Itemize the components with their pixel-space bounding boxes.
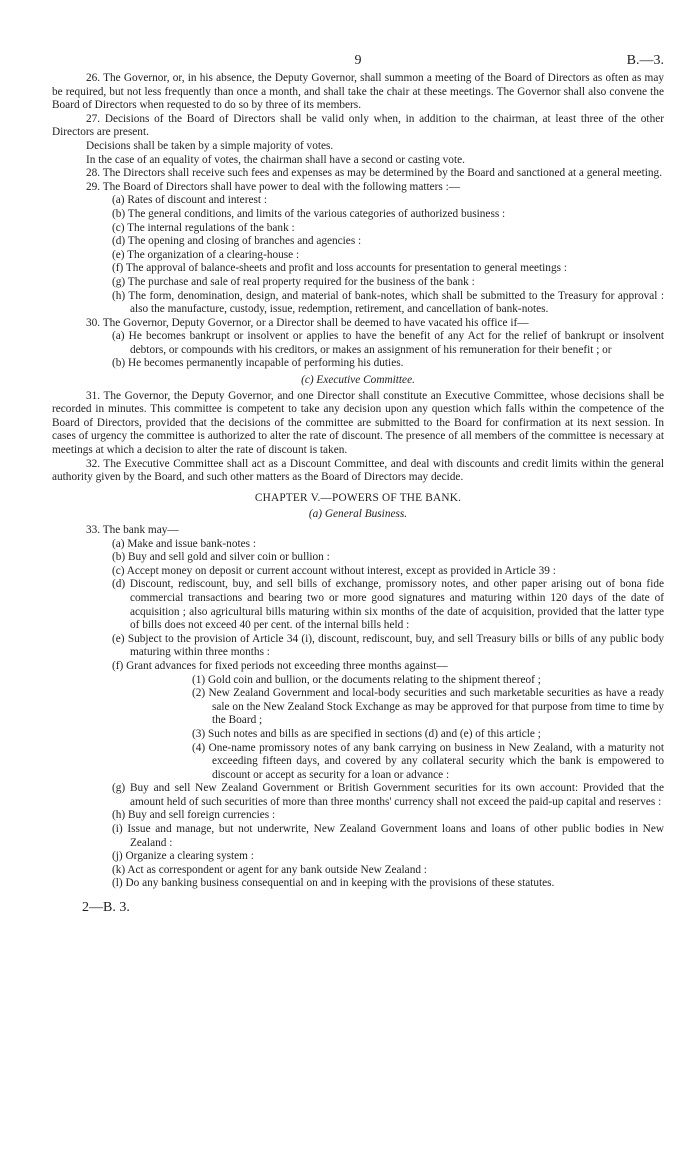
article-27: 27. Decisions of the Board of Directors shall be valid only when, in addition to the chairman, at least three of the other Directors are present.	[52, 112, 664, 139]
article-29-item: (a) Rates of discount and interest :	[112, 194, 267, 207]
article-33-item-h: (h) Buy and sell foreign currencies :	[112, 809, 276, 822]
page-number: 9	[354, 53, 362, 68]
article-28: 28. The Directors shall receive such fees and expenses as may be determined by the Board and sanctioned at a general meeting.	[86, 167, 663, 180]
article-27-casting-vote: In the case of an equality of votes, the chairman shall have a second or casting vote.	[86, 153, 465, 166]
article-33-item-l: (l) Do any banking business consequential on and in keeping with the provisions of these statutes.	[112, 877, 555, 890]
article-33-f-subitem: (3) Such notes and bills as are specified in sections (d) and (e) of this article ;	[192, 727, 541, 740]
article-32: 32. The Executive Committee shall act as a Discount Committee, and deal with discounts and credit limits within the general authority given by the Board, and such other matters as the Board of Directors may decide.	[52, 457, 664, 484]
page-header	[52, 50, 664, 72]
article-29-item: (g) The purchase and sale of real property required for the business of the bank :	[112, 275, 475, 288]
article-33-item-e: (e) Subject to the provision of Article 34 (i), discount, rediscount, buy, and sell Treasury bills or bills of any public body maturing within three months :	[112, 632, 664, 659]
document-reference: B.—3.	[626, 53, 664, 68]
article-29-item: (c) The internal regulations of the bank :	[112, 221, 295, 234]
article-27-majority: Decisions shall be taken by a simple majority of votes.	[86, 139, 334, 152]
article-33-item-g: (g) Buy and sell New Zealand Government or British Government securities for its own account: Provided that the amount held of such securities of more than three months' currency shall not exceed the paid-up capital and reserves :	[112, 782, 664, 808]
article-29-item: (h) The form, denomination, design, and material of bank-notes, which shall be submitted to the Treasury for approval : also the manufacture, custody, issue, redemption, retirement, and cancellation of bank-notes.	[112, 289, 664, 316]
article-29-item: (b) The general conditions, and limits of the various categories of authorized business :	[112, 207, 506, 220]
article-30-item: (b) He becomes permanently incapable of performing his duties.	[112, 357, 404, 370]
chapter-heading: CHAPTER V.—POWERS OF THE BANK.	[254, 491, 462, 504]
article-31: 31. The Governor, the Deputy Governor, and one Director shall constitute an Executive Committee, whose decisions shall be recorded in minutes. This committee is competent to take any decision upon any question which falls within the competence of the Board of Directors, provided that the decisions of the committee are submitted to the Board for confirmation at its next session. In cases of urgency the committee is authorized to alter the rate of discount. The presence of all members of the committee is necessary at meetings at which a decision to alter the rate of discount is taken.	[52, 389, 664, 457]
article-33-f-subitem: (4) One-name promissory notes of any bank carrying on business in New Zealand, with a maturity not exceeding fifteen days, and covered by any collateral security which the bank is empowered to discount or accept as security for a loan or advance :	[192, 741, 664, 781]
article-26: 26. The Governor, or, in his absence, the Deputy Governor, shall summon a meeting of the Board of Directors as often as may be required, but not less frequently than once a month, and shall take the chair at these meetings. The Governor shall also convene the Board of Directors when requested to do so by three of its members.	[52, 72, 664, 112]
article-29-item: (e) The organization of a clearing-house :	[112, 248, 300, 261]
subheading-general-business: (a) General Business.	[308, 508, 408, 521]
article-33-item-j: (j) Organize a clearing system :	[112, 850, 254, 863]
article-33-f-subitem: (2) New Zealand Government and local-body securities and such marketable securities as have a ready sale on the New Zealand Stock Exchange as may be approved for that purpose from time to time by the Board ;	[192, 687, 664, 727]
subheading-executive-committee: (c) Executive Committee.	[301, 374, 415, 387]
article-33-item-k: (k) Act as correspondent or agent for any bank outside New Zealand :	[112, 863, 427, 876]
article-33-f-subitem: (1) Gold coin and bullion, or the documents relating to the shipment thereof ;	[192, 673, 541, 686]
article-33-item-d: (d) Discount, rediscount, buy, and sell bills of exchange, promissory notes, and other paper arising out of bona fide commercial transactions and bearing two or more good signatures and maturing within 120 days of the date of acquisition ; also agricultural bills maturing within six months of the date of acquisition, provided that the latter type of bills does not exceed 40 per cent. of the internal bills held :	[112, 578, 664, 632]
article-33-item-i: (i) Issue and manage, but not underwrite, New Zealand Government loans and loans of other public bodies in New Zealand :	[112, 823, 664, 849]
article-33-item-b: (b) Buy and sell gold and silver coin or bullion :	[112, 551, 330, 564]
article-33-item-f: (f) Grant advances for fixed periods not exceeding three months against—	[112, 659, 448, 672]
article-33: 33. The bank may—	[86, 524, 179, 536]
article-33-item-c: (c) Accept money on deposit or current account without interest, except as provided in Article 39 :	[112, 564, 556, 577]
article-29-item: (d) The opening and closing of branches and agencies :	[112, 235, 362, 248]
article-30-item: (a) He becomes bankrupt or insolvent or applies to have the benefit of any Act for the relief of bankrupt or insolvent debtors, or compounds with his creditors, or makes an assignment of his remuneration for their benefit ; or	[112, 330, 664, 356]
article-30: 30. The Governor, Deputy Governor, or a Director shall be deemed to have vacated his office if—	[86, 316, 529, 329]
article-33-item-a: (a) Make and issue bank-notes :	[112, 537, 256, 550]
page-signature: 2—B. 3.	[82, 900, 130, 916]
article-29: 29. The Board of Directors shall have power to deal with the following matters :—	[86, 180, 461, 193]
article-29-item: (f) The approval of balance-sheets and profit and loss accounts for presentation to general meetings :	[112, 262, 567, 275]
